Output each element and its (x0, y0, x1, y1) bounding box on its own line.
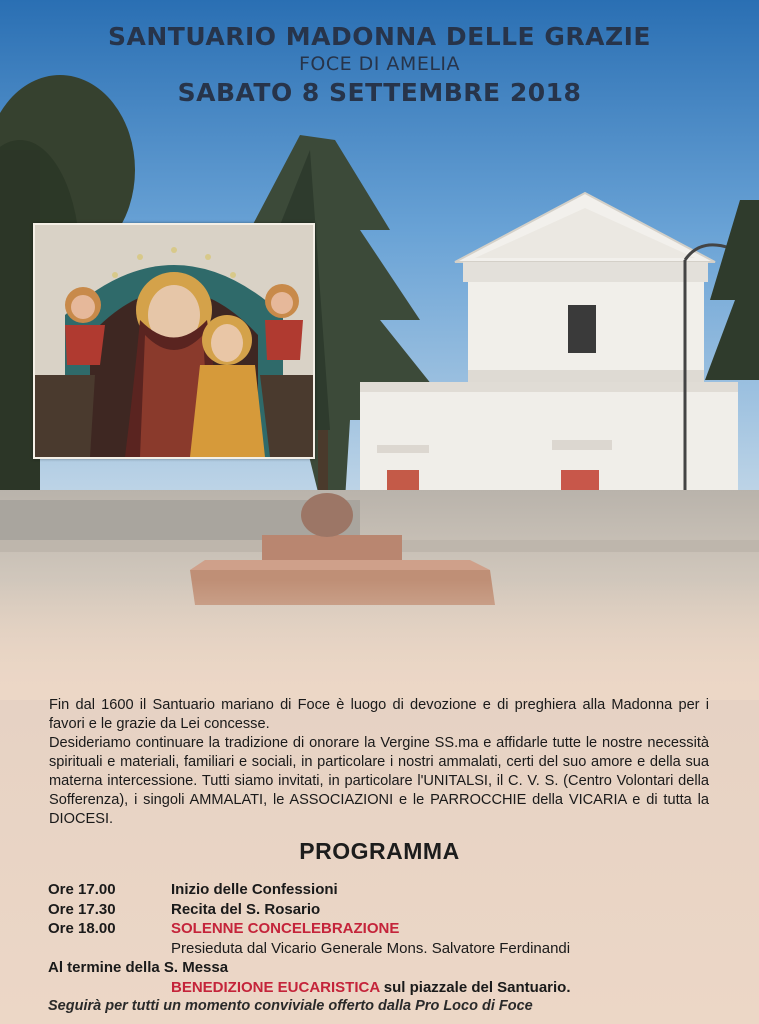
event-date: SABATO 8 SETTEMBRE 2018 (177, 78, 582, 107)
schedule-time: Ore 18.00 (48, 920, 116, 937)
schedule-activity-highlight: SOLENNE CONCELEBRAZIONE (171, 920, 400, 937)
location-subtitle: FOCE DI AMELIA (298, 53, 461, 75)
benediction-highlight: BENEDIZIONE EUCARISTICA (171, 978, 380, 996)
presided-by-note: Presieduta dal Vicario Generale Mons. Salvatore Ferdinandi (171, 939, 571, 957)
madonna-icon-painting (33, 223, 315, 459)
after-mass-label: Al termine della S. Messa (48, 959, 229, 976)
sanctuary-title: SANTUARIO MADONNA DELLE GRAZIE (108, 22, 651, 51)
benediction-place: sul piazzale del Santuario. (379, 978, 571, 996)
schedule-time: Ore 17.30 (48, 900, 116, 918)
intro-paragraph-invitation: Desideriamo continuare la tradizione di onorare la Vergine SS.ma e affidarle tutte le nostre necessità spirituali e materiali, familiari e sociali, in particolare i nostri ammalati, certi del suo amore e della sua materna intercessione. Tutti siamo invitati, in particolare l'UNITALSI, il C. V. S. (Centro Volontari della Sofferenza), i singoli AMMALATI, le ASSOCIAZIONI e le PARROCCHIE della VICARIA e di tutta la DIOCESI. (49, 735, 709, 827)
poster-header (0, 22, 759, 107)
programme-title: PROGRAMMA (299, 838, 460, 864)
benediction-line (171, 978, 571, 998)
intro-text (49, 696, 709, 829)
schedule-activity: Inizio delle Confessioni (171, 881, 338, 898)
intro-paragraph-history: Fin dal 1600 il Santuario mariano di Foce è luogo di devozione e di preghiera alla Madonna per i favori e le grazie da Lei concesse. (49, 697, 709, 732)
schedule-activity: Recita del S. Rosario (171, 900, 321, 918)
schedule-time: Ore 17.00 (48, 881, 116, 898)
footer-note: Seguirà per tutti un momento conviviale offerto dalla Pro Loco di Foce (48, 998, 533, 1014)
